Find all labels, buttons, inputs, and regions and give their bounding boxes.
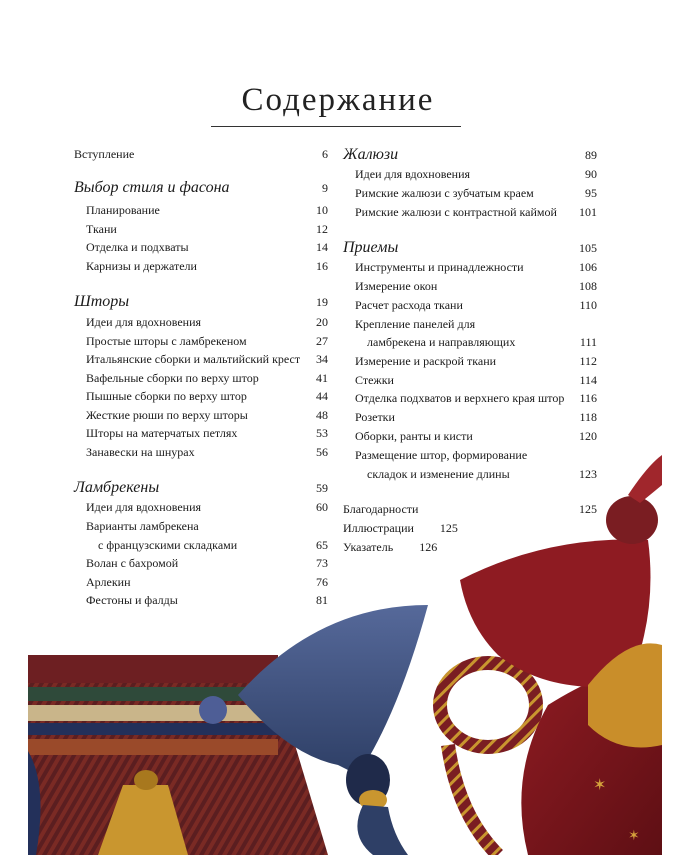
toc-entry-title: Варианты ламбрекена	[86, 519, 199, 533]
toc-entry-page: 41	[316, 371, 328, 385]
toc-entry-title: Вафельные сборки по верху штор	[86, 371, 259, 385]
toc-entry-page: 120	[579, 429, 597, 443]
toc-entry-title: Ткани	[86, 222, 117, 236]
toc-section-title: Выбор стиля и фасона	[74, 179, 230, 196]
toc-entry-title: Римские жалюзи с контрастной каймой	[355, 205, 557, 219]
toc-entry-title: Жесткие рюши по верху шторы	[86, 408, 248, 422]
toc-entry-page: 101	[579, 205, 597, 219]
toc-entry-title: Размещение штор, формирование	[355, 448, 528, 462]
toc-entry-title: Итальянские сборки и мальтийский крест	[86, 352, 301, 366]
toc-entry-title: Простые шторы с ламбрекеном	[86, 334, 247, 348]
toc-entry-title: Занавески на шнурах	[86, 445, 195, 459]
toc-entry	[74, 331, 328, 351]
toc-entry-page: 106	[579, 260, 597, 274]
toc-entry	[343, 295, 597, 315]
toc-entry	[74, 349, 328, 369]
toc-entry-page: 95	[585, 186, 597, 200]
toc-entry-title: Фестоны и фалды	[86, 593, 178, 607]
toc-entry-title: Отделка подхватов и верхнего края штор	[355, 391, 565, 405]
toc-entry	[343, 370, 597, 390]
toc-entry	[74, 256, 328, 276]
toc-entry	[343, 257, 597, 277]
coiled-cord	[440, 663, 536, 855]
toc-entry-page: 48	[316, 408, 328, 422]
toc-entry-page: 53	[316, 426, 328, 440]
toc-entry-title: Идеи для вдохновения	[86, 500, 202, 514]
toc-entry-title: Оборки, ранты и кисти	[355, 429, 473, 443]
toc-entry-page: 12	[316, 222, 328, 236]
toc-entry	[343, 276, 597, 296]
toc-section-page: 89	[585, 148, 597, 162]
toc-entry-title: Карнизы и держатели	[86, 259, 197, 273]
toc-entry-title: Инструменты и принадлежности	[355, 260, 524, 274]
toc-entry-title: Благодарности	[343, 502, 419, 516]
toc-entry-page: 27	[316, 334, 328, 348]
toc-entry-title: Планирование	[86, 203, 160, 217]
toc-entry	[343, 183, 597, 203]
toc-entry-page: 111	[579, 335, 597, 349]
toc-entry-page: 20	[316, 315, 328, 329]
toc-entry	[74, 423, 328, 443]
toc-section-title: Приемы	[343, 239, 399, 256]
toc-entry	[343, 164, 597, 184]
toc-entry	[343, 202, 597, 222]
toc-entry	[74, 144, 328, 164]
toc-entry-page: 126	[419, 540, 438, 554]
toc-entry-page: 76	[316, 575, 328, 589]
toc-entry	[343, 351, 597, 371]
toc-entry	[74, 405, 328, 425]
toc-entry-title: с французскими складками	[98, 538, 238, 552]
toc-entry-page: 14	[316, 240, 328, 254]
toc-entry-title: Расчет расхода ткани	[355, 298, 463, 312]
toc-entry-page: 108	[579, 279, 597, 293]
toc-entry-title: Крепление панелей для	[355, 317, 476, 331]
toc-entry-page: 44	[316, 389, 328, 403]
toc-entry-title: Волан с бахромой	[86, 556, 179, 570]
toc-entry-title: ламбрекена и направляющих	[367, 335, 516, 349]
page-title: Содержание	[241, 82, 435, 118]
toc-entry-page: 16	[316, 259, 328, 273]
toc-section-page: 9	[322, 181, 328, 195]
svg-text:✶: ✶	[628, 828, 640, 844]
toc-entry-page: 56	[316, 445, 328, 459]
toc-section-title: Жалюзи	[343, 146, 399, 163]
toc-entry-page: 125	[579, 502, 597, 516]
toc-entry-page: 65	[316, 538, 328, 552]
toc-entry-title: Измерение и раскрой ткани	[355, 354, 497, 368]
toc-entry-title: Розетки	[355, 410, 395, 424]
toc-section	[74, 176, 328, 200]
beaded-ball	[199, 696, 227, 724]
toc-section	[74, 290, 328, 314]
toc-entry-title: Отделка и подхваты	[86, 240, 189, 254]
toc-entry-page: 34	[316, 352, 328, 366]
toc-entry-title: Идеи для вдохновения	[355, 167, 471, 181]
toc-entry-page: 60	[316, 500, 328, 514]
toc-entry	[74, 237, 328, 257]
toc-entry-title: Арлекин	[86, 575, 131, 589]
toc-entry-title: Измерение окон	[355, 279, 438, 293]
title-underline	[211, 126, 461, 127]
toc-entry	[343, 314, 597, 334]
toc-entry-page: 10	[316, 203, 328, 217]
toc-entry	[74, 219, 328, 239]
toc-entry	[74, 312, 328, 332]
toc-entry-title: Идеи для вдохновения	[86, 315, 202, 329]
toc-section-title: Ламбрекены	[74, 479, 160, 496]
toc-entry	[343, 388, 597, 408]
toc-section-title: Шторы	[74, 293, 130, 310]
toc-entry	[343, 426, 597, 446]
toc-entry-page: 114	[579, 373, 597, 387]
toc-entry-page: 112	[579, 354, 597, 368]
toc-entry	[74, 200, 328, 220]
toc-entry-title: Римские жалюзи с зубчатым краем	[355, 186, 534, 200]
toc-entry-title: Пышные сборки по верху штор	[86, 389, 247, 403]
toc-entry-page: 110	[579, 298, 597, 312]
toc-entry-page: 118	[579, 410, 597, 424]
toc-entry	[74, 386, 328, 406]
toc-entry-title: Шторы на матерчатых петлях	[86, 426, 238, 440]
toc-entry-title: Иллюстрации	[343, 521, 414, 535]
toc-entry-page: 90	[585, 167, 597, 181]
toc-entry-title: Стежки	[355, 373, 394, 387]
trimmings-photo	[28, 455, 662, 855]
toc-entry-title: Указатель	[343, 540, 394, 554]
toc-entry-page: 116	[579, 391, 597, 405]
toc-entry	[343, 332, 597, 352]
toc-entry-page: 125	[439, 521, 458, 535]
toc-section-page: 19	[316, 295, 328, 309]
toc-entry-title: Вступление	[74, 147, 135, 161]
toc-entry	[343, 407, 597, 427]
toc-section-page: 59	[316, 481, 328, 495]
toc-entry-page: 81	[316, 593, 328, 607]
toc-entry-page: 73	[316, 556, 328, 570]
toc-entry	[74, 368, 328, 388]
toc-entry-title: складок и изменение длины	[367, 467, 510, 481]
toc-section-page: 105	[579, 241, 597, 255]
toc-entry-page: 6	[322, 147, 328, 161]
toc-entry-page: 123	[579, 467, 597, 481]
svg-text:✶: ✶	[593, 775, 607, 794]
